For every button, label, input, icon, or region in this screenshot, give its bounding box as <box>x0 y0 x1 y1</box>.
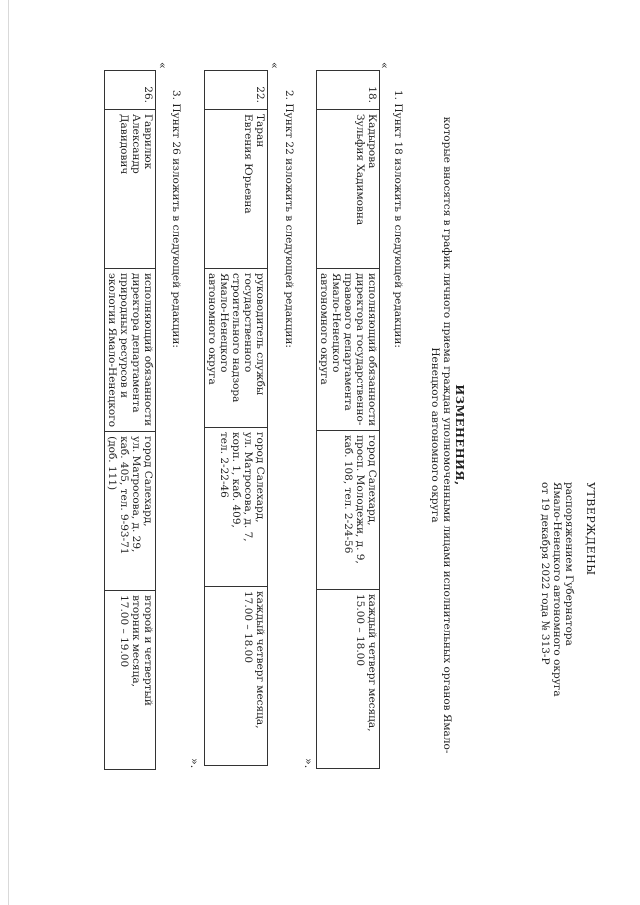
document-subtitle: Ненецкого автономного округа <box>428 347 441 523</box>
cell-schedule: второй и четвертый вторник месяца, 17.00 – 19.00 <box>104 591 155 770</box>
cell-name: Гаврилюк Александр Давидович <box>104 110 155 269</box>
table-row <box>316 71 379 769</box>
item-instruction: 2. Пункт 22 изложить в следующей редакции: <box>283 90 295 348</box>
document-subtitle: которые вносятся в график личного приема граждан уполномоченными лицами исполнительных органов Ямало- <box>440 116 453 754</box>
table-item-22 <box>204 70 268 766</box>
cell-schedule: каждый четверг месяца, 15.00 – 18.00 <box>316 590 379 769</box>
cell-position: руководитель службы государственного строительного надзора Ямало-Ненецкого автономного округа <box>204 269 267 428</box>
cell-num: 18. <box>316 71 379 110</box>
approval-block <box>539 482 596 782</box>
cell-position: исполняющий обязанности директора государственно- правового департамента Ямало-Ненецкого автономного округа <box>316 269 379 431</box>
cell-name: Таран Евгения Юрьевна <box>204 110 267 269</box>
approval-line: Ямало-Ненецкого автономного округа <box>551 482 564 697</box>
cell-name: Кадырова Зульфия Хадимовна <box>316 110 379 269</box>
cell-position: исполняющий обязанности директора департамента природных ресурсов и экологии Ямало-Ненецкого <box>104 269 155 432</box>
item-instruction: 1. Пункт 18 изложить в следующей редакции: <box>392 90 404 348</box>
cell-num: 26. <box>104 71 155 110</box>
open-quote: « <box>378 62 391 69</box>
item-instruction: 3. Пункт 26 изложить в следующей редакции: <box>170 90 182 348</box>
close-quote: ». <box>302 758 315 769</box>
table-row <box>104 71 155 770</box>
document-heading <box>429 90 466 780</box>
cell-schedule: каждый четверг месяца, 17.00 – 18.00 <box>204 587 267 766</box>
open-quote: « <box>268 62 281 69</box>
approval-line: распоряжением Губернатора <box>563 482 576 646</box>
cell-address: город Салехард, ул. Матросова, д. 29, каб. 405, тел. 9-93-71 (доб. 111) <box>104 432 155 591</box>
cell-address: город Салехард, ул. Матросова, д. 7, корп. 1, каб. 409, тел. 2-22-46 <box>204 428 267 587</box>
approval-line: от 19 декабря 2022 года № 313-Р <box>539 482 552 665</box>
cell-address: город Салехард, просп. Молодежи, д. 9, каб. 108, тел. 2-24-56 <box>316 431 379 590</box>
document-title: ИЗМЕНЕНИЯ, <box>453 384 467 486</box>
approval-title: УТВЕРЖДЕНЫ <box>584 482 597 576</box>
table-item-18 <box>316 70 380 769</box>
open-quote: « <box>156 62 169 69</box>
close-quote: ». <box>188 758 201 769</box>
table-item-26 <box>104 70 156 770</box>
table-row <box>204 71 267 766</box>
cell-num: 22. <box>204 71 267 110</box>
